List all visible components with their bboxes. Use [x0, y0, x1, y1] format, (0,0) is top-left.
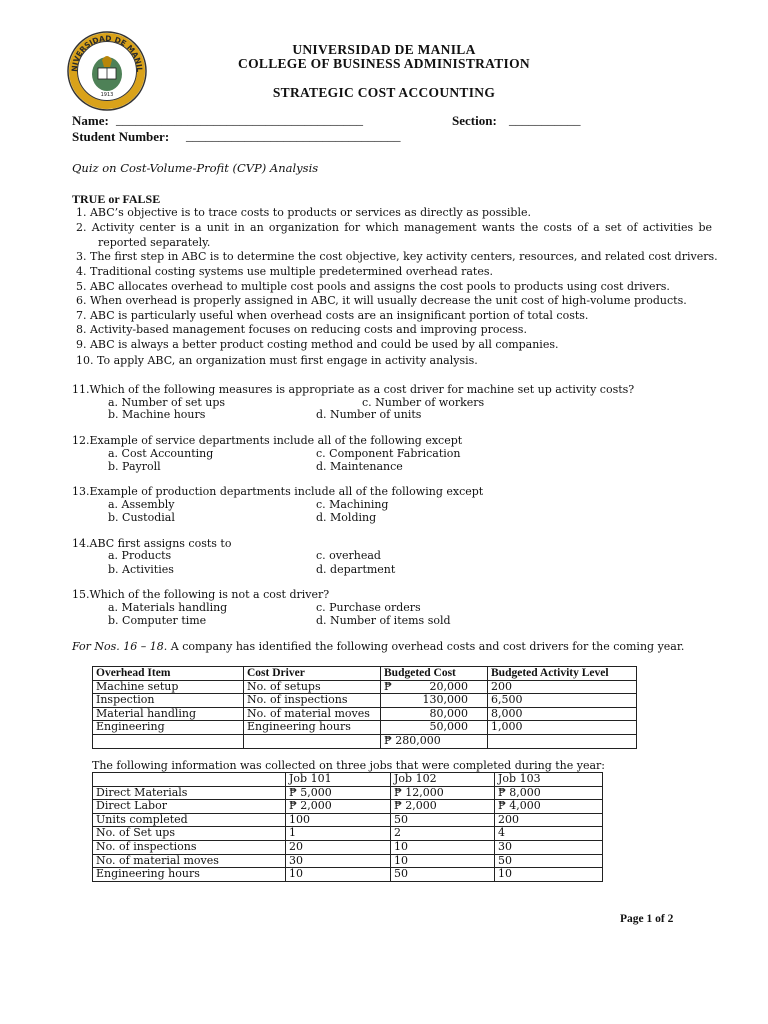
- quiz-title: Quiz on Cost-Volume-Profit (CVP) Analysis: [72, 161, 319, 175]
- mc-14-option-c: c. overhead: [316, 549, 381, 562]
- tf-item-2: 2. Activity center is a unit in an organization for which management wants the costs of a set of activities be: [76, 221, 712, 234]
- tf-heading: TRUE or FALSE: [72, 192, 161, 206]
- mc-13-option-d: d. Molding: [316, 511, 377, 524]
- table-row: [93, 786, 603, 800]
- jobs-cell: ₱ 5,000: [286, 786, 391, 800]
- tf-item-3: 3. The first step in ABC is to determine the cost objective, key activity centers, resources, and related cost drivers.: [76, 250, 718, 263]
- overhead-cost-cell: [381, 721, 488, 735]
- overhead-item: Machine setup: [93, 680, 244, 694]
- mc-question-13: 13.Example of production departments include all of the following except: [72, 485, 484, 498]
- overhead-item: Material handling: [93, 707, 244, 721]
- overhead-total: ₱ 280,000: [381, 734, 488, 748]
- mc-question-12: 12.Example of service departments include all of the following except: [72, 434, 463, 447]
- overhead-table: [92, 666, 637, 749]
- mc-12-option-a: a. Cost Accounting: [108, 447, 214, 460]
- mc-13-option-b: b. Custodial: [108, 511, 175, 524]
- jobs-cell: 10: [495, 868, 603, 882]
- jobs-cell: 4: [495, 827, 603, 841]
- overhead-cost: 50,000: [429, 720, 468, 734]
- tf-item-6: 6. When overhead is properly assigned in ABC, it will usually decrease the unit cost of high-volume products.: [76, 294, 687, 307]
- empty-cell: [488, 734, 637, 748]
- jobs-cell: 100: [286, 813, 391, 827]
- table-row: [93, 854, 603, 868]
- mc-15-option-d: d. Number of items sold: [316, 614, 451, 627]
- problem-intro: [72, 640, 684, 653]
- tf-item-5: 5. ABC allocates overhead to multiple cost pools and assigns the cost pools to products using cost drivers.: [76, 280, 670, 293]
- mc-15-option-c: c. Purchase orders: [316, 601, 421, 614]
- mc-12-option-b: b. Payroll: [108, 460, 161, 473]
- course-title: STRATEGIC COST ACCOUNTING: [272, 85, 496, 100]
- tf-item-8: 8. Activity-based management focuses on reducing costs and improving process.: [76, 323, 527, 336]
- table-row: [93, 694, 637, 708]
- jobs-cell: 30: [286, 854, 391, 868]
- overhead-driver: No. of setups: [244, 680, 381, 694]
- peso-sign: ₱: [384, 679, 392, 693]
- overhead-item: Inspection: [93, 694, 244, 708]
- page-number: Page 1 of 2: [620, 913, 674, 925]
- jobs-cell: 20: [286, 840, 391, 854]
- name-label: Name:: [72, 113, 109, 128]
- overhead-cost: 80,000: [429, 706, 468, 720]
- jobs-cell: 1: [286, 827, 391, 841]
- table-row: [93, 868, 603, 882]
- mc-question-15: 15.Which of the following is not a cost driver?: [72, 588, 330, 601]
- tf-item-7: 7. ABC is particularly useful when overhead costs are an insignificant portion of total costs.: [76, 309, 589, 322]
- jobs-table: [92, 772, 603, 882]
- jobs-cell: 2: [391, 827, 495, 841]
- jobs-intro: The following information was collected on three jobs that were completed during the year:: [92, 759, 605, 772]
- mc-11-option-b: b. Machine hours: [108, 408, 206, 421]
- table-row: [93, 721, 637, 735]
- overhead-header-item: Overhead Item: [93, 667, 244, 681]
- tf-item-1: 1. ABC’s objective is to trace costs to products or services as directly as possible.: [76, 206, 531, 219]
- jobs-cell: ₱ 2,000: [286, 800, 391, 814]
- empty-cell: [244, 734, 381, 748]
- mc-question-11: 11.Which of the following measures is appropriate as a cost driver for machine set up activity costs?: [72, 383, 635, 396]
- mc-15-option-a: a. Materials handling: [108, 601, 228, 614]
- tf-item-9: 9. ABC is always a better product costing method and could be used by all companies.: [76, 338, 559, 351]
- overhead-item: Engineering: [93, 721, 244, 735]
- overhead-cost-cell: [381, 694, 488, 708]
- mc-11-option-a: a. Number of set ups: [108, 396, 226, 409]
- mc-11-option-c: c. Number of workers: [362, 396, 485, 409]
- mc-14-option-b: b. Activities: [108, 563, 174, 576]
- overhead-header-driver: Cost Driver: [244, 667, 381, 681]
- overhead-level: 1,000: [488, 721, 637, 735]
- table-row: [93, 813, 603, 827]
- tf-item-2-cont: reported separately.: [98, 236, 211, 249]
- overhead-driver: No. of material moves: [244, 707, 381, 721]
- mc-question-14: 14.ABC first assigns costs to: [72, 537, 232, 550]
- overhead-level: 200: [488, 680, 637, 694]
- jobs-header-blank: [93, 773, 286, 787]
- jobs-cell: 50: [391, 868, 495, 882]
- tf-item-4: 4. Traditional costing systems use multiple predetermined overhead rates.: [76, 265, 494, 278]
- jobs-cell: 50: [495, 854, 603, 868]
- overhead-cost: 130,000: [422, 693, 468, 707]
- problem-intro-range: For Nos. 16 – 18.: [72, 640, 168, 653]
- university-name: UNIVERSIDAD DE MANILA: [292, 42, 476, 57]
- jobs-row-label: No. of material moves: [93, 854, 286, 868]
- jobs-header-103: Job 103: [495, 773, 603, 787]
- mc-12-option-d: d. Maintenance: [316, 460, 403, 473]
- table-row: [93, 840, 603, 854]
- mc-14-option-a: a. Products: [108, 549, 172, 562]
- jobs-row-label: No. of inspections: [93, 840, 286, 854]
- overhead-level: 8,000: [488, 707, 637, 721]
- jobs-row-label: Units completed: [93, 813, 286, 827]
- seal-text: NIVERSIDAD DE MANIL: [69, 33, 145, 73]
- jobs-cell: 30: [495, 840, 603, 854]
- mc-15-option-b: b. Computer time: [108, 614, 207, 627]
- table-row: [93, 680, 637, 694]
- overhead-header-level: Budgeted Activity Level: [488, 667, 637, 681]
- tf-item-10: 10. To apply ABC, an organization must first engage in activity analysis.: [76, 354, 478, 367]
- jobs-cell: 50: [391, 813, 495, 827]
- jobs-row-label: No. of Set ups: [93, 827, 286, 841]
- section-field[interactable]: ___________: [509, 112, 581, 127]
- problem-intro-text: A company has identified the following overhead costs and cost drivers for the coming year.: [167, 640, 685, 653]
- overhead-driver: No. of inspections: [244, 694, 381, 708]
- jobs-cell: ₱ 8,000: [495, 786, 603, 800]
- jobs-header-101: Job 101: [286, 773, 391, 787]
- mc-11-option-d: d. Number of units: [316, 408, 422, 421]
- jobs-cell: 200: [495, 813, 603, 827]
- jobs-row-label: Direct Labor: [93, 800, 286, 814]
- table-row: [93, 800, 603, 814]
- overhead-header-cost: Budgeted Cost: [381, 667, 488, 681]
- jobs-cell: ₱ 2,000: [391, 800, 495, 814]
- seal-year: 1913: [100, 92, 114, 98]
- name-field[interactable]: ______________________________________: [116, 112, 363, 127]
- jobs-cell: 10: [286, 868, 391, 882]
- student-number-field[interactable]: _________________________________: [186, 128, 401, 143]
- overhead-cost-cell: [381, 707, 488, 721]
- jobs-header-row: [93, 773, 603, 787]
- overhead-total-row: [93, 734, 637, 748]
- jobs-row-label: Direct Materials: [93, 786, 286, 800]
- jobs-header-102: Job 102: [391, 773, 495, 787]
- student-number-label: Student Number:: [72, 129, 170, 144]
- section-label: Section:: [452, 113, 497, 128]
- overhead-cost: 20,000: [429, 679, 468, 693]
- overhead-level: 6,500: [488, 694, 637, 708]
- table-row: [93, 707, 637, 721]
- jobs-cell: 10: [391, 840, 495, 854]
- college-name: COLLEGE OF BUSINESS ADMINISTRATION: [238, 56, 530, 71]
- mc-14-option-d: d. department: [316, 563, 396, 576]
- mc-12-option-c: c. Component Fabrication: [316, 447, 461, 460]
- table-row: [93, 827, 603, 841]
- jobs-cell: 10: [391, 854, 495, 868]
- overhead-header-row: [93, 667, 637, 681]
- jobs-cell: ₱ 12,000: [391, 786, 495, 800]
- overhead-cost-cell: [381, 680, 488, 694]
- empty-cell: [93, 734, 244, 748]
- jobs-cell: ₱ 4,000: [495, 800, 603, 814]
- mc-13-option-c: c. Machining: [316, 498, 389, 511]
- mc-13-option-a: a. Assembly: [108, 498, 175, 511]
- jobs-row-label: Engineering hours: [93, 868, 286, 882]
- overhead-driver: Engineering hours: [244, 721, 381, 735]
